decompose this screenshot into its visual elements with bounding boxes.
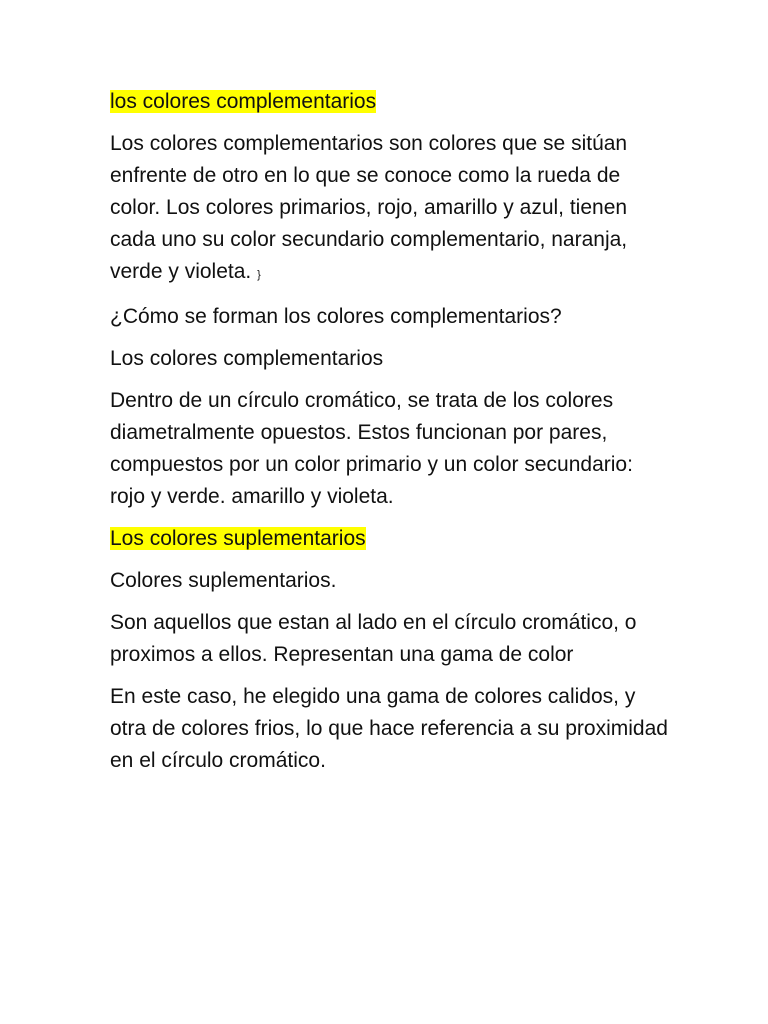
paragraph-complementarios-definition: [110, 128, 670, 291]
stray-mark: }: [257, 269, 261, 281]
paragraph-suplementarios-definition: Son aquellos que estan al lado en el círculo cromático, o proximos a ellos. Representan una gama de color: [110, 611, 637, 666]
paragraph-circulo-cromatico: Dentro de un círculo cromático, se trata de los colores diametralmente opuestos. Estos funcionan por pares, compuestos por un color primario y un color secundario: rojo y verde. amarillo y violeta.: [110, 389, 633, 508]
paragraph-text: Los colores complementarios son colores que se sitúan enfrente de otro en lo que se conoce como la rueda de color. Los colores primarios, rojo, amarillo y azul, tienen cada uno su color secundario complementario, naranja, verde y violeta.: [110, 132, 628, 283]
question-line: ¿Cómo se forman los colores complementarios?: [110, 305, 562, 328]
subheading-complementarios: Los colores complementarios: [110, 347, 384, 370]
subheading-suplementarios: Colores suplementarios.: [110, 569, 337, 592]
heading-complementarios: [110, 86, 670, 118]
highlighted-heading-text: Los colores suplementarios: [110, 527, 366, 550]
heading-suplementarios: [110, 523, 670, 555]
document-body: [110, 86, 670, 787]
highlighted-heading-text: los colores complementarios: [110, 90, 377, 113]
paragraph-gama-colores: En este caso, he elegido una gama de colores calidos, y otra de colores frios, lo que hace referencia a su proximidad en el círculo cromático.: [110, 685, 668, 772]
